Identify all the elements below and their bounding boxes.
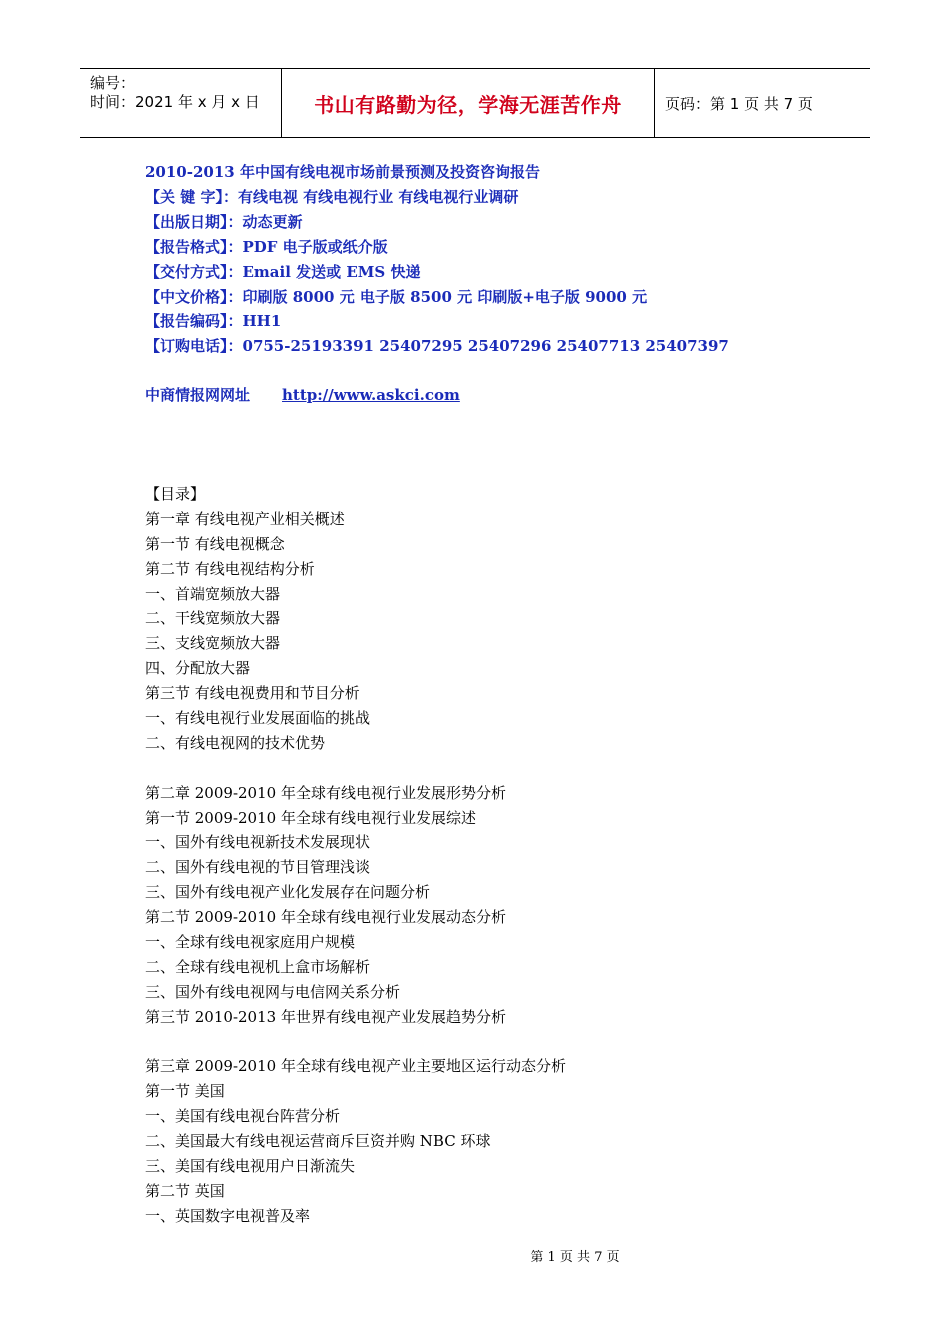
toc-item: 第三节 2010-2013 年世界有线电视产业发展趋势分析 — [145, 1007, 506, 1026]
website-label: 中商情报网网址 — [145, 386, 251, 404]
report-info — [145, 160, 729, 359]
toc-item: 二、全球有线电视机上盒市场解析 — [145, 957, 371, 976]
report-price: 【中文价格】：印刷版 8000 元 电子版 8500 元 印刷版+电子版 9000 元 — [145, 287, 648, 306]
toc-item: 第一节 有线电视概念 — [145, 534, 285, 553]
toc-item: 第一节 2009-2010 年全球有线电视行业发展综述 — [145, 808, 476, 827]
toc-item: 一、英国数字电视普及率 — [145, 1206, 311, 1225]
toc-item: 第一节 美国 — [145, 1082, 225, 1101]
toc-item: 三、支线宽频放大器 — [145, 634, 281, 653]
toc-blank-line — [145, 756, 566, 781]
toc-item: 二、国外有线电视的节目管理浅谈 — [145, 858, 371, 877]
toc-item: 二、美国最大有线电视运营商斥巨资并购 NBC 环球 — [145, 1132, 491, 1151]
page-footer — [0, 1246, 950, 1265]
report-code: 【报告编码】：HH1 — [145, 312, 282, 331]
toc-item: 第二节 有线电视结构分析 — [145, 559, 315, 578]
header-page-cell — [655, 69, 870, 137]
report-title: 2010-2013 年中国有线电视市场前景预测及投资咨询报告 — [145, 163, 540, 181]
footer-page-number: 第 1 页 共 7 页 — [530, 1250, 620, 1265]
toc-item: 第二节 2009-2010 年全球有线电视行业发展动态分析 — [145, 908, 506, 927]
toc-item: 一、有线电视行业发展面临的挑战 — [145, 709, 371, 728]
toc-item: 三、美国有线电视用户日渐流失 — [145, 1157, 356, 1176]
page-header — [80, 68, 870, 138]
time-label: 时间：2021 年 x 月 x 日 — [90, 93, 260, 111]
toc-item: 【目录】 — [145, 485, 206, 503]
toc-item: 第二章 2009-2010 年全球有线电视行业发展形势分析 — [145, 783, 506, 802]
table-of-contents — [145, 482, 566, 1229]
header-meta-cell — [80, 69, 282, 137]
page-info: 页码：第 1 页 共 7 页 — [665, 94, 813, 113]
toc-item: 二、有线电视网的技术优势 — [145, 733, 326, 752]
toc-item: 第三节 有线电视费用和节目分析 — [145, 684, 360, 703]
website-line — [145, 384, 460, 405]
toc-item: 三、国外有线电视网与电信网关系分析 — [145, 982, 401, 1001]
toc-blank-line — [145, 1030, 566, 1055]
toc-item: 第三章 2009-2010 年全球有线电视产业主要地区运行动态分析 — [145, 1057, 566, 1076]
serial-label: 编号： — [90, 74, 136, 92]
toc-item: 一、国外有线电视新技术发展现状 — [145, 833, 371, 852]
website-link[interactable]: http://www.askci.com — [282, 386, 460, 404]
toc-item: 一、全球有线电视家庭用户规模 — [145, 933, 356, 952]
motto: 书山有路勤为径，学海无涯苦作舟 — [314, 92, 622, 117]
toc-item: 一、首端宽频放大器 — [145, 584, 281, 603]
report-delivery: 【交付方式】：Email 发送或 EMS 快递 — [145, 262, 421, 281]
report-keywords: 【关 键 字】：有线电视 有线电视行业 有线电视行业调研 — [145, 187, 519, 206]
report-format: 【报告格式】：PDF 电子版或纸介版 — [145, 237, 388, 256]
toc-item: 一、美国有线电视台阵营分析 — [145, 1107, 341, 1126]
toc-item: 三、国外有线电视产业化发展存在问题分析 — [145, 883, 431, 902]
toc-item: 第二节 英国 — [145, 1181, 225, 1200]
report-phone: 【订购电话】：0755-25193391 25407295 25407296 25407713 25407397 — [145, 337, 729, 356]
toc-item: 四、分配放大器 — [145, 659, 251, 678]
header-motto-cell — [282, 69, 655, 137]
toc-item: 第一章 有线电视产业相关概述 — [145, 509, 345, 528]
toc-item: 二、干线宽频放大器 — [145, 609, 281, 628]
report-publish-date: 【出版日期】：动态更新 — [145, 212, 303, 231]
